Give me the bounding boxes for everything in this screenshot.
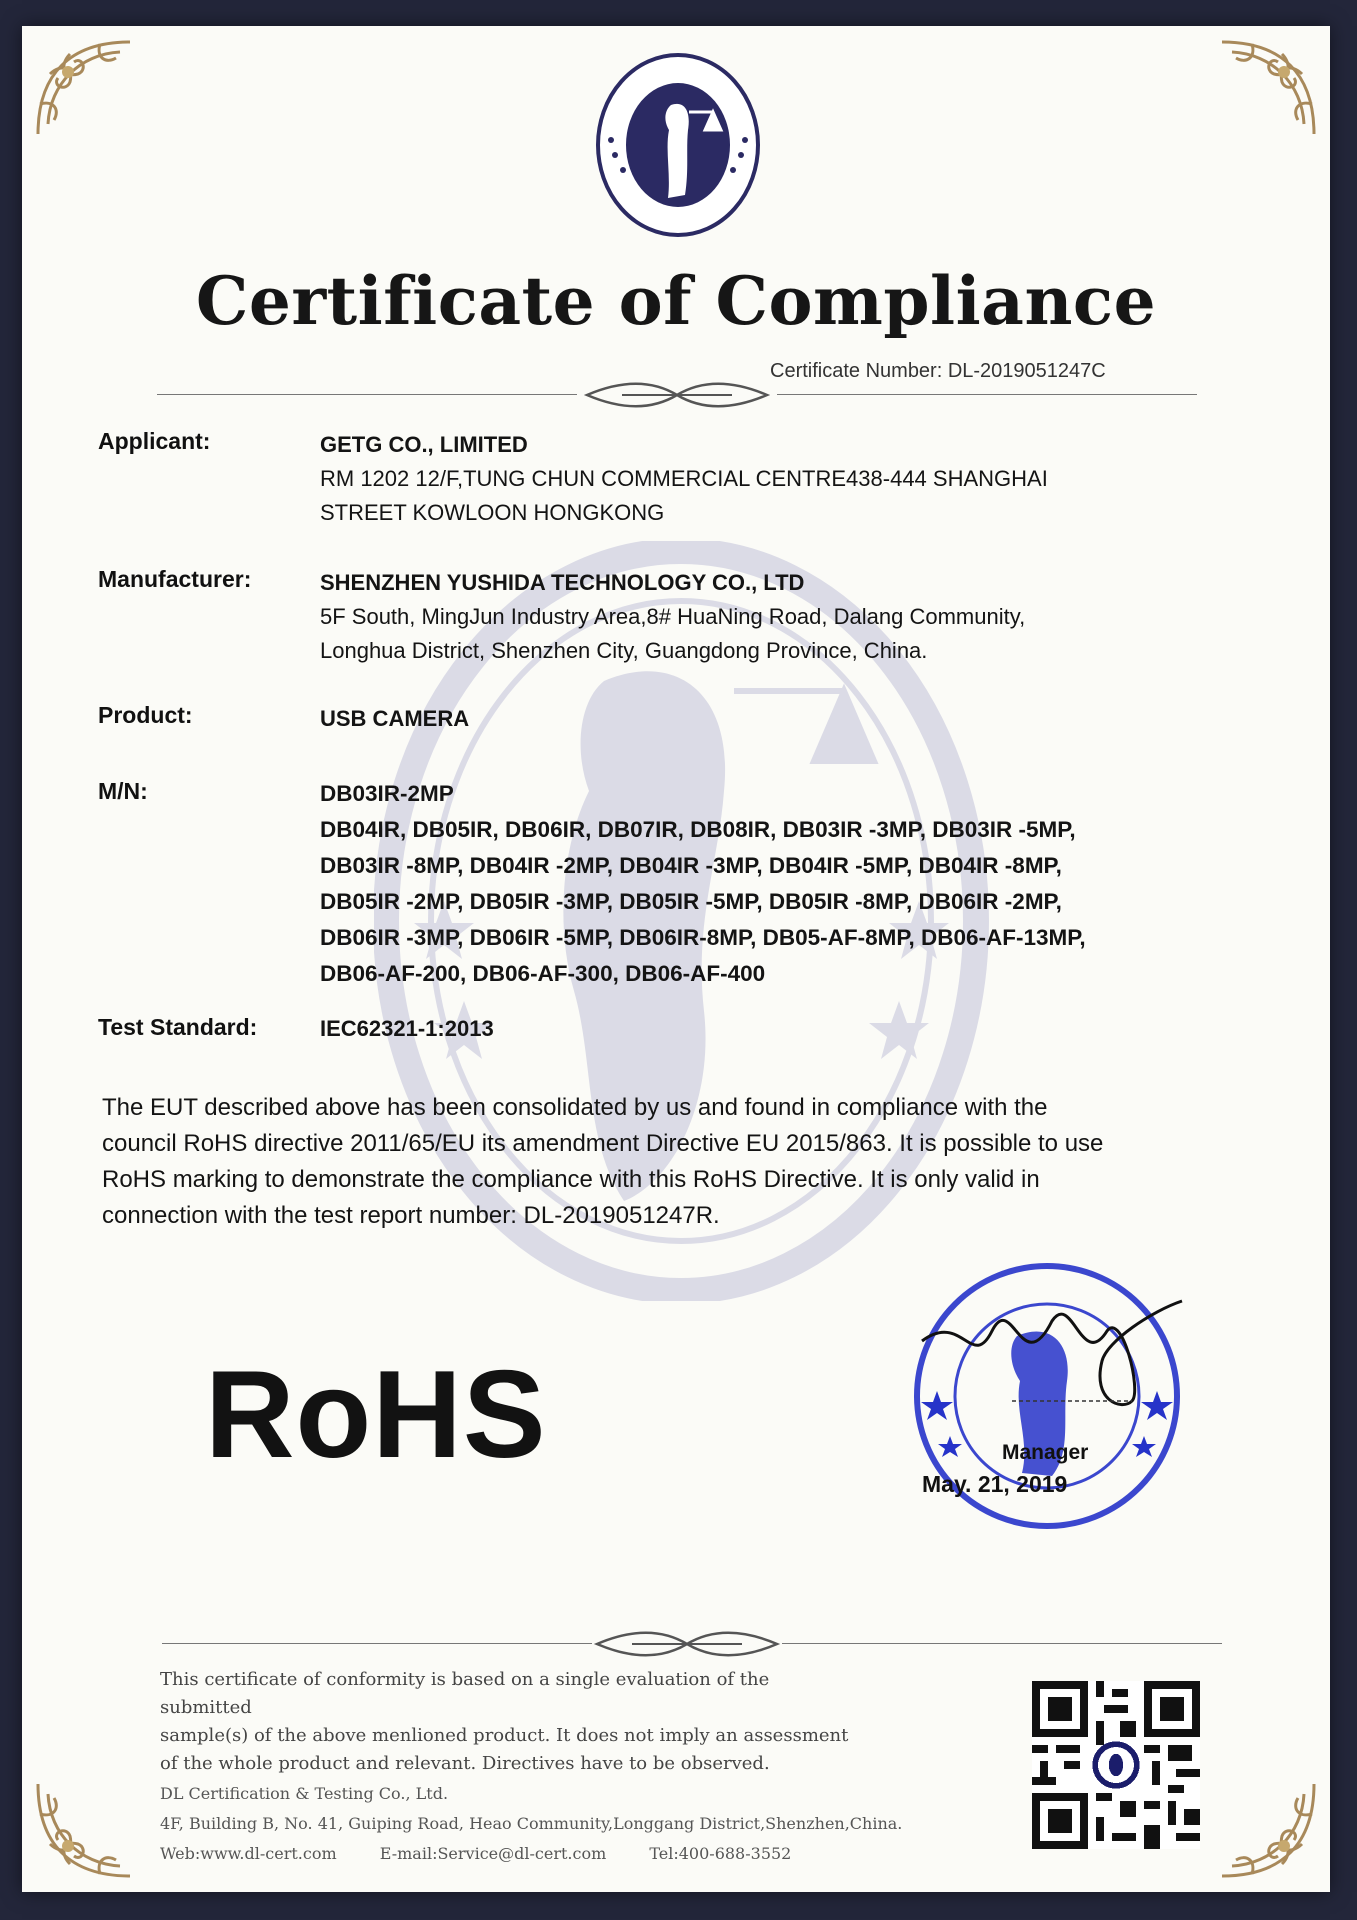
product-value: USB CAMERA [320,706,470,731]
manager-label: Manager [1002,1441,1089,1464]
certificate-number: Certificate Number: DL-2019051247C [770,360,1106,382]
model-line: DB06-AF-200, DB06-AF-300, DB06-AF-400 [320,961,766,986]
test-standard-value: IEC62321-1:2013 [320,1016,494,1041]
signature-date: May. 21, 2019 [922,1471,1068,1497]
divider-ornament-icon [592,1631,782,1657]
company-email: E-mail:Service@dl-cert.com [379,1844,607,1863]
compliance-statement [102,1090,1252,1234]
applicant-address-line: RM 1202 12/F,TUNG CHUN COMMERCIAL CENTRE438-444 SHANGHAI [320,466,1048,491]
applicant-details [320,428,1048,530]
certificate-sheet [22,26,1330,1892]
footer-disclaimer [160,1666,860,1778]
company-address: 4F, Building B, No. 41, Guiping Road, Heao Community,Longgang District,Shenzhen,China. [160,1814,903,1833]
divider [777,394,1197,395]
disclaimer-line: of the whole product and relevant. Directives have to be observed. [160,1753,770,1774]
model-line: DB03IR-2MP [320,781,454,806]
statement-line: The EUT described above has been consolidated by us and found in compliance with the [102,1094,1048,1121]
manufacturer-name: SHENZHEN YUSHIDA TECHNOLOGY CO., LTD [320,570,805,595]
corner-ornament-icon [1212,34,1322,144]
product-label: Product: [98,702,193,728]
manufacturer-label: Manufacturer: [98,566,252,592]
manufacturer-details [320,566,1025,668]
test-standard-label: Test Standard: [98,1014,258,1040]
corner-ornament-icon [30,34,140,144]
corner-ornament-icon [30,1774,140,1884]
applicant-label: Applicant: [98,428,211,454]
divider [162,1643,592,1644]
applicant-address-line: STREET KOWLOON HONGKONG [320,500,665,525]
model-line: DB04IR, DB05IR, DB06IR, DB07IR, DB08IR, DB03IR -3MP, DB03IR -5MP, [320,817,1076,842]
deelay-logo-icon [593,50,763,240]
model-line: DB05IR -2MP, DB05IR -3MP, DB05IR -5MP, DB05IR -8MP, DB06IR -2MP, [320,889,1062,914]
divider-ornament-icon [582,382,772,408]
divider [782,1643,1222,1644]
statement-line: council RoHS directive 2011/65/EU its amendment Directive EU 2015/863. It is possible to use [102,1130,1104,1157]
company-name: DL Certification & Testing Co., Ltd. [160,1784,449,1803]
qr-code-icon [1032,1681,1200,1849]
company-tel: Tel:400-688-3552 [649,1844,792,1863]
company-contact [160,1844,829,1863]
model-label: M/N: [98,778,148,804]
statement-line: RoHS marking to demonstrate the compliance with this RoHS Directive. It is only valid in [102,1166,1040,1193]
rohs-mark: RoHS [205,1346,547,1484]
certificate-title: Certificate of Compliance [195,262,1157,340]
model-list [320,776,1290,992]
company-web: Web:www.dl-cert.com [160,1844,337,1863]
manufacturer-address-line: 5F South, MingJun Industry Area,8# HuaNing Road, Dalang Community, [320,604,1026,629]
divider [157,394,577,395]
model-line: DB03IR -8MP, DB04IR -2MP, DB04IR -3MP, DB04IR -5MP, DB04IR -8MP, [320,853,1062,878]
applicant-name: GETG CO., LIMITED [320,432,528,457]
model-line: DB06IR -3MP, DB06IR -5MP, DB06IR-8MP, DB05-AF-8MP, DB06-AF-13MP, [320,925,1086,950]
disclaimer-line: This certificate of conformity is based on a single evaluation of the submitted [160,1669,770,1718]
disclaimer-line: sample(s) of the above menlioned product. It does not imply an assessment [160,1725,849,1746]
statement-line: connection with the test report number: DL-2019051247R. [102,1202,720,1229]
manufacturer-address-line: Longhua District, Shenzhen City, Guangdong Province, China. [320,638,928,663]
corner-ornament-icon [1212,1774,1322,1884]
